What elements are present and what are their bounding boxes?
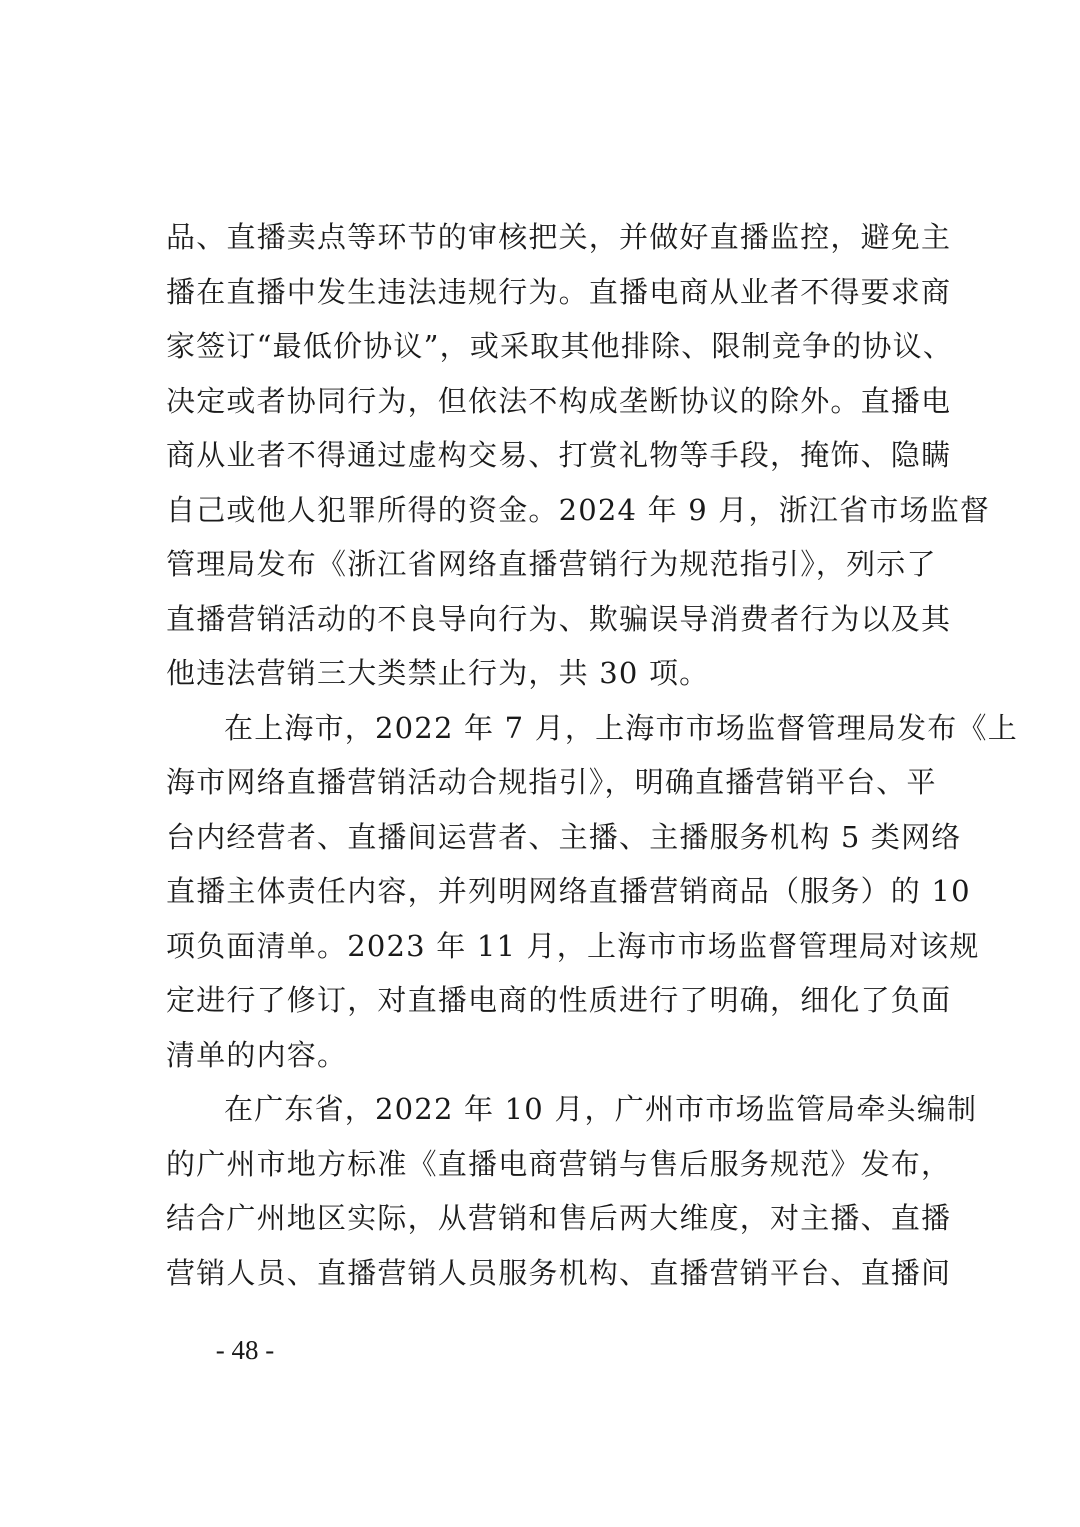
- text-line: 结合广州地区实际，从营销和售后两大维度，对主播、直播: [166, 1201, 952, 1235]
- text-line: 播在直播中发生违法违规行为。直播电商从业者不得要求商: [166, 274, 952, 309]
- text-line: 直播主体责任内容，并列明网络直播营销商品（服务）的 10: [166, 874, 971, 908]
- text-line: 营销人员、直播营销人员服务机构、直播营销平台、直播间: [166, 1255, 952, 1290]
- text-line: 品、直播卖点等环节的审核把关，并做好直播监控，避免主: [166, 220, 952, 254]
- text-line: 清单的内容。: [166, 1037, 348, 1072]
- text-line: 定进行了修订，对直播电商的性质进行了明确，细化了负面: [166, 983, 952, 1017]
- text-line: 在上海市，2022 年 7 月，上海市市场监督管理局发布《上: [224, 710, 1018, 745]
- text-line: 家签订“最低价协议”，或采取其他排除、限制竞争的协议、: [166, 329, 954, 363]
- text-line: 台内经营者、直播间运营者、主播、主播服务机构 5 类网络: [166, 819, 962, 854]
- text-line: 决定或者协同行为，但依法不构成垄断协议的除外。直播电: [166, 383, 952, 418]
- text-line: 海市网络直播营销活动合规指引》，明确直播营销平台、平: [166, 765, 937, 799]
- text-line: 自己或他人犯罪所得的资金。2024 年 9 月，浙江省市场监督: [166, 492, 991, 527]
- body-text: [166, 210, 1018, 1300]
- text-line: 在广东省，2022 年 10 月，广州市市场监管局牵头编制: [224, 1092, 978, 1126]
- page-number: - 48 -: [215, 1335, 275, 1365]
- text-line: 直播营销活动的不良导向行为、欺骗误导消费者行为以及其: [166, 601, 952, 636]
- text-line: 商从业者不得通过虚构交易、打赏礼物等手段，掩饰、隐瞒: [166, 438, 952, 472]
- text-line: 他违法营销三大类禁止行为，共 30 项。: [166, 656, 710, 690]
- text-line: 管理局发布《浙江省网络直播营销行为规范指引》，列示了: [166, 547, 937, 581]
- text-line: 的广州市地方标准《直播电商营销与售后服务规范》发布，: [166, 1146, 952, 1181]
- text-line: 项负面清单。2023 年 11 月，上海市市场监督管理局对该规: [166, 928, 980, 963]
